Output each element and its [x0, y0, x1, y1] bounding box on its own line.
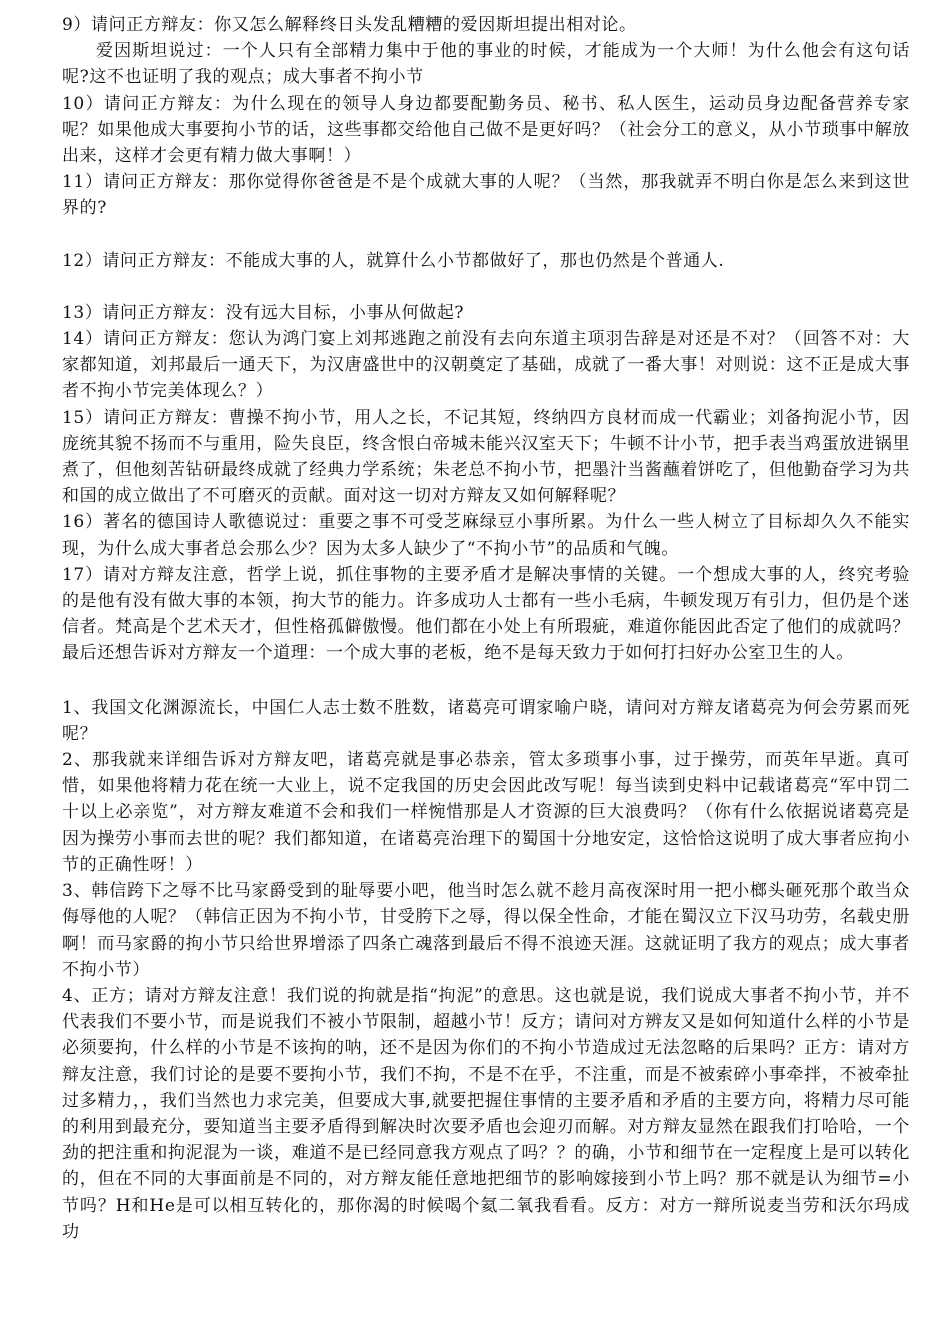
paragraph-q13: 13）请问正方辩友：没有远大目标，小事从何做起? [62, 302, 465, 323]
paragraph-q16: 16）著名的德国诗人歌德说过：重要之事不可受芝麻绿豆小事所累。为什么一些人树立了目标却久久不能实现，为什么成大事者总会那么少？因为太多人缺少了“不拘小节”的品质和气魄。 [62, 512, 910, 559]
paragraph-item-2: 2、那我就来详细告诉对方辩友吧，诸葛亮就是事必恭亲，管太多琐事小事，过于操劳，而英年早逝。真可惜，如果他将精力花在统一大业上，说不定我国的历史会因此改写呢！每当读到史料中记载诸葛亮“军中罚二十以上必亲览”，对方辩友难道不会和我们一样惋惜那是人才资源的巨大浪费吗？（你有什么依据说诸葛亮是因为操劳小事而去世的呢？我们都知道，在诸葛亮治理下的蜀国十分地安定，这恰恰这说明了成大事者应拘小节的正确性呀！） [62, 750, 910, 875]
blank-line [62, 667, 910, 695]
paragraph-item-1: 1、我国文化渊源流长，中国仁人志士数不胜数，诸葛亮可谓家喻户晓，请问对方辩友诸葛亮为何会劳累而死呢？ [62, 697, 910, 744]
paragraph-q9: 9）请问正方辩友：你又怎么解释终日头发乱糟糟的爱因斯坦提出相对论。 [62, 15, 637, 35]
paragraph-q12: 12）请问正方辩友：不能成大事的人，就算什么小节都做好了，那也仍然是个普通人. [62, 250, 725, 271]
paragraph-q15: 15）请问正方辩友：曹操不拘小节，用人之长，不记其短，终纳四方良材而成一代霸业；刘备拘泥小节，因庞统其貌不扬而不与重用，险失良臣，终含恨白帝城未能兴汉室天下；牛顿不计小节，把手表当鸡蛋放进锅里煮了，但他刻苦钻研最终成就了经典力学系统；朱老总不拘小节，把墨汁当酱蘸着饼吃了，但他勤奋学习为共和国的成立做出了不可磨灭的贡献。面对这一切对方辩友又如何解释呢？ [62, 407, 910, 507]
paragraph-q10: 10）请问正方辩友：为什么现在的领导人身边都要配勤务员、秘书、私人医生，运动员身边配备营养专家呢？如果他成大事要拘小节的话，这些事都交给他自己做不是更好吗？（社会分工的意义，从小节琐事中解放出来，这样才会更有精力做大事啊！） [62, 93, 910, 167]
paragraph-einstein-quote: 爱因斯坦说过：一个人只有全部精力集中于他的事业的时候，才能成为一个大师！为什么他会有这句话呢?这不也证明了我的观点；成大事者不拘小节 [62, 41, 910, 88]
paragraph-q17: 17）请对方辩友注意，哲学上说，抓住事物的主要矛盾才是解决事情的关键。一个想成大事的人，终究考验的是他有没有做大事的本领，拘大节的能力。许多成功人士都有一些小毛病，牛顿发现万有引力，但仍是个迷信者。梵高是个艺术天才，但性格孤僻傲慢。他们都在小处上有所瑕疵，难道你能因此否定了他们的成就吗？最后还想告诉对方辩友一个道理：一个成大事的老板，绝不是每天致力于如何打扫好办公室卫生的人。 [62, 564, 910, 664]
paragraph-q11: 11）请问正方辩友：那你觉得你爸爸是不是个成就大事的人呢？（当然，那我就弄不明白你是怎么来到这世界的? [62, 172, 910, 219]
blank-line [62, 222, 910, 248]
blank-line [62, 274, 910, 300]
paragraph-item-3: 3、韩信跨下之辱不比马家爵受到的耻辱要小吧，他当时怎么就不趁月高夜深时用一把小榔头砸死那个敢当众侮辱他的人呢？（韩信正因为不拘小节，甘受胯下之辱，得以保全性命，才能在蜀汉立下汉马功劳，名载史册啊！而马家爵的拘小节只给世界增添了四条亡魂落到最后不得不浪迹天涯。这就证明了我方的观点；成大事者不拘小节） [62, 881, 910, 980]
paragraph-item-4: 4、正方；请对方辩友注意！我们说的拘就是指“拘泥”的意思。这也就是说，我们说成大事者不拘小节，并不代表我们不要小节，而是说我们不被小节限制，超越小节！反方；请问对方辨友又是如何知道什么样的小节是必须要拘，什么样的小节是不该拘的呐，还不是因为你们的不拘小节造成过无法忽略的后果吗？正方：请对方辩友注意，我们讨论的是要不要拘小节，我们不拘，不是不在乎，不注重，而是不被索碎小事牵拌，不被牵扯过多精力，，我们当然也力求完美，但要成大事,就要把握住事情的主要矛盾和矛盾的主要方向，将精力尽可能的利用到最充分，要知道当主要矛盾得到解决时次要矛盾也会迎刃而解。对方辩友显然在跟我们打哈哈，一个劲的把注重和拘泥混为一谈，难道不是已经同意我方观点了吗？？的确，小节和细节在一定程度上是可以转化的，但在不同的大事面前是不同的，对方辩友能任意地把细节的影响嫁接到小节上吗？那不就是认为细节=小节吗？H和He是可以相互转化的，那你渴的时候喝个氦二氧我看看。反方：对方一辩所说麦当劳和沃尔玛成功 [62, 985, 910, 1242]
paragraph-q14: 14）请问正方辩友：您认为鸿门宴上刘邦逃跑之前没有去向东道主项羽告辞是对还是不对？（回答不对：大家都知道，刘邦最后一通天下，为汉唐盛世中的汉朝奠定了基础，成就了一番大事！对则说：这不正是成大事者不拘小节完美体现么？） [62, 329, 910, 402]
